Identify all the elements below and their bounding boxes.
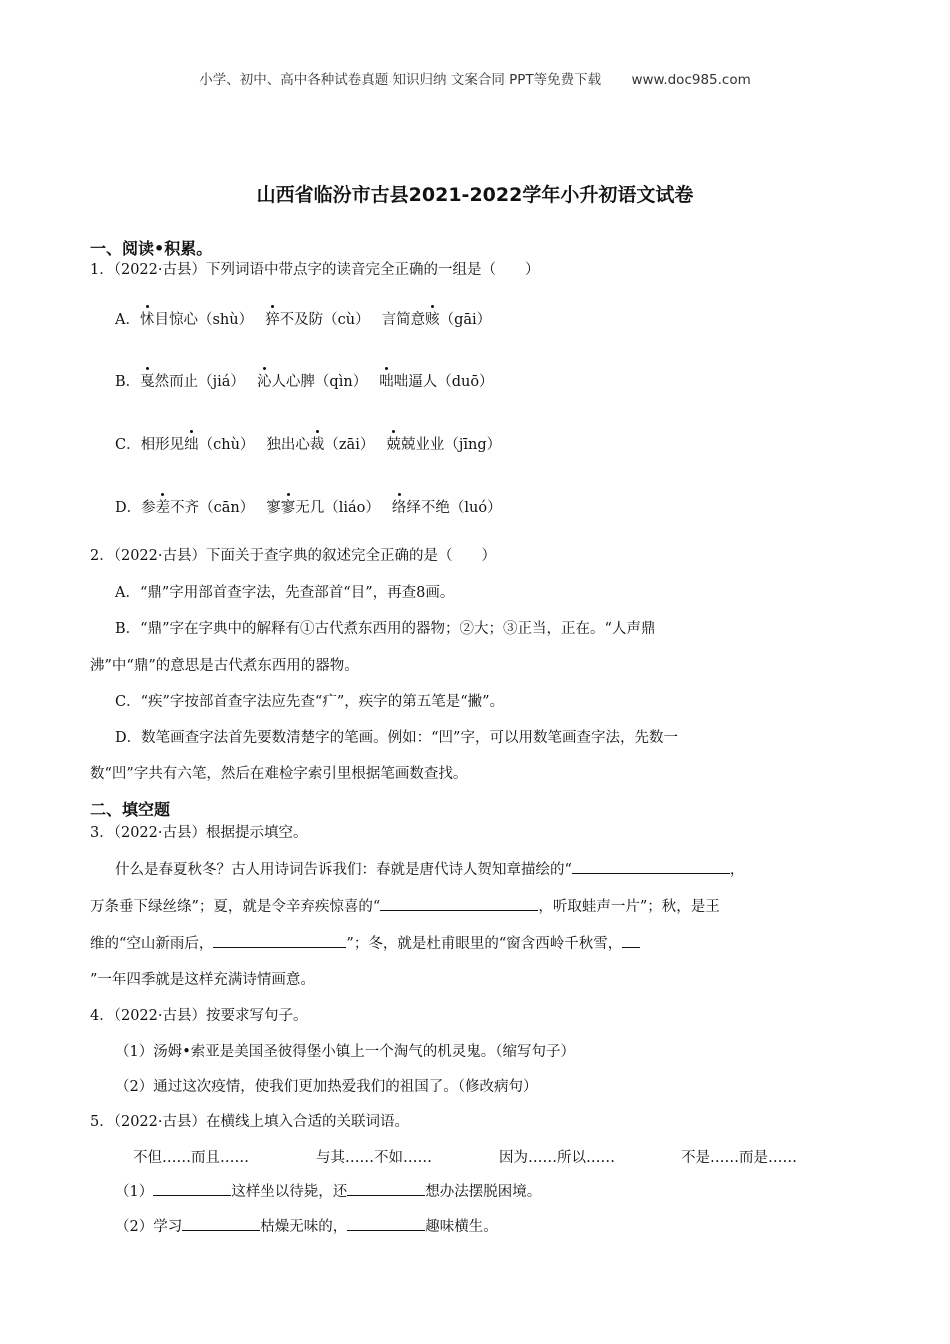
exam-title: 山西省临汾市古县2021-2022学年小升初语文试卷 [256, 184, 694, 206]
question-3-stem: 3．（2022·古县）根据提示填空。 [90, 825, 308, 841]
q1-option-c: C．相形见绌（chù） 独出心裁（zāi） 兢兢业业（jīng） [115, 433, 501, 454]
q1-option-d: D．参差不齐（cān） 寥寥无几（liáo） 络绎不绝（luó） [115, 496, 502, 517]
q5-option-4: 不是……而是…… [681, 1150, 797, 1166]
question-2-stem: 2．（2022·古县）下面关于查字典的叙述完全正确的是（ ） [90, 548, 496, 564]
question-5-stem: 5．（2022·古县）在横线上填入合适的关联词语。 [90, 1114, 409, 1130]
q5-blank-3[interactable] [182, 1216, 260, 1231]
q3-blank-1[interactable] [572, 859, 730, 874]
q5-sentence-2: （2）学习 枯燥无味的， 趣味横生。 [115, 1215, 498, 1236]
q2-option-d-line2: 数“凹”字共有六笔，然后在难检字索引里根据笔画数查找。 [90, 766, 468, 782]
question-1-stem: 1．（2022·古县）下列词语中带点字的读音完全正确的一组是（ ） [90, 262, 540, 278]
q2-option-a: A．“鼎”字用部首查字法，先查部首“目”，再查8画。 [115, 585, 455, 601]
q1-option-b: B．戛然而止（jiá） 沁人心脾（qìn） 咄咄逼人（duō） [115, 370, 494, 391]
q5-blank-4[interactable] [347, 1216, 425, 1231]
q2-option-c: C．“疾”字按部首查字法应先查“疒”，疾字的第五笔是“撇”。 [115, 694, 505, 710]
q5-blank-1[interactable] [153, 1181, 231, 1196]
section-heading-reading: 一、阅读•积累。 [90, 239, 213, 258]
q3-line-2: 万条垂下绿丝绦”；夏，就是令辛弃疾惊喜的“ ，听取蛙声一片”；秋，是王 [90, 895, 720, 916]
q2-option-d-line1: D．数笔画查字法首先要数清楚字的笔画。例如：“凹”字，可以用数笔画查字法，先数一 [115, 730, 678, 746]
q3-line-4: ”一年四季就是这样充满诗情画意。 [90, 972, 315, 988]
q2-option-b-line2: 沸”中“鼎”的意思是古代煮东西用的器物。 [90, 658, 359, 674]
q3-line-3: 维的“空山新雨后， ”；冬，就是杜甫眼里的“窗含西岭千秋雪， [90, 932, 640, 953]
section-heading-fill: 二、填空题 [90, 800, 171, 819]
header-site-link[interactable]: www.doc985.com [631, 72, 751, 88]
q5-option-3: 因为……所以…… [499, 1150, 615, 1166]
q5-option-1: 不但……而且…… [133, 1150, 249, 1166]
q1-option-a: A．怵目惊心（shù） 猝不及防（cù） 言简意赅（gāi） [115, 308, 491, 329]
q4-sentence-1: （1）汤姆•索亚是美国圣彼得堡小镇上一个淘气的机灵鬼。（缩写句子） [115, 1044, 576, 1060]
q3-blank-4[interactable] [622, 933, 640, 948]
question-4-stem: 4．（2022·古县）按要求写句子。 [90, 1008, 308, 1024]
q3-blank-3[interactable] [213, 933, 346, 948]
q5-option-2: 与其……不如…… [316, 1150, 432, 1166]
header-text: 小学、初中、高中各种试卷真题 知识归纳 文案合同 PPT等免费下载 [199, 72, 602, 88]
q2-option-b-line1: B．“鼎”字在字典中的解释有①古代煮东西用的器物；②大；③正当，正在。“人声鼎 [115, 621, 656, 637]
q5-sentence-1: （1） 这样坐以待毙，还 想办法摆脱困境。 [115, 1180, 541, 1201]
q3-line-1: 什么是春夏秋冬？古人用诗词告诉我们：春就是唐代诗人贺知章描绘的“ ， [115, 858, 744, 879]
q4-sentence-2: （2）通过这次疫情，使我们更加热爱我们的祖国了。（修改病句） [115, 1079, 538, 1095]
q3-blank-2[interactable] [380, 896, 538, 911]
q5-blank-2[interactable] [347, 1181, 425, 1196]
page-header [0, 68, 950, 88]
